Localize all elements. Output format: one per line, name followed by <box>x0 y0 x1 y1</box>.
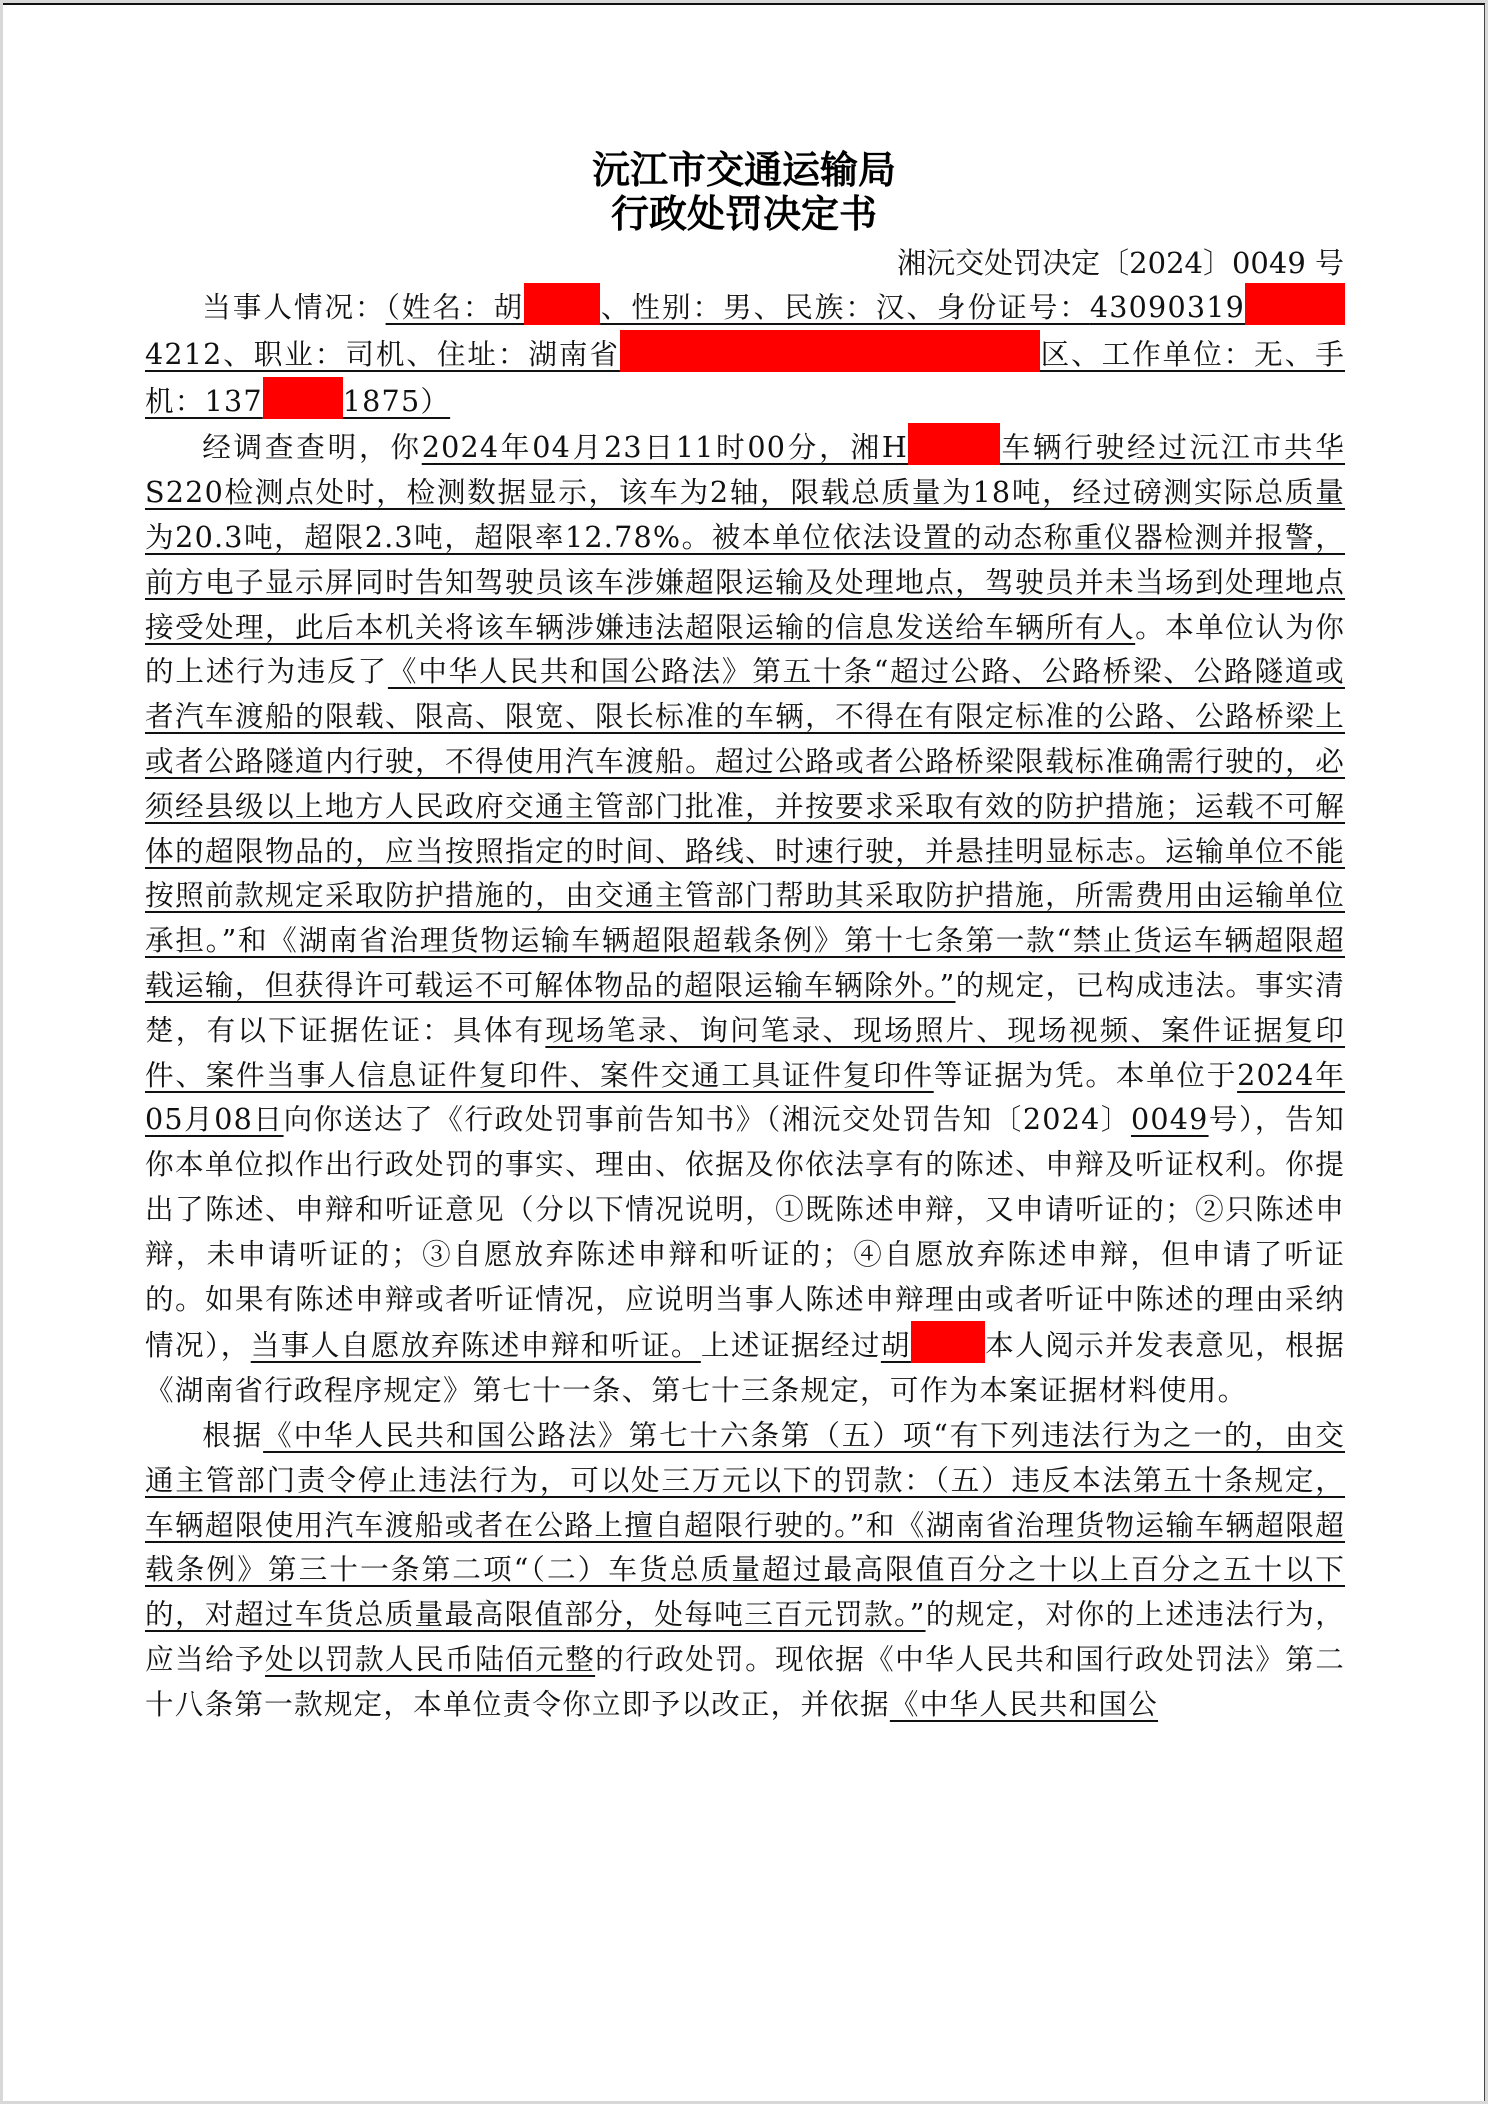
decision-paragraph: 根据《中华人民共和国公路法》第七十六条第（五）项“有下列违法行为之一的，由交通主管部门责令停止违法行为，可以处三万元以下的罚款：（五）违反本法第五十条规定，车辆超限使用汽车渡船或者在公路上擅自超限行驶的。”和《湖南省治理货物运输车辆超限超载条例》第三十一条第二项“（二）车货总质量超过最高限值百分之十以上百分之五十以下的，对超过车货总质量最高限值部分，处每吨三百元罚款。”的规定，对你的上述违法行为，应当给予处以罚款人民币陆佰元整的行政处罚。现依据《中华人民共和国行政处罚法》第二十八条第一款规定，本单位责令你立即予以改正，并依据《中华人民共和国公 <box>145 1417 1345 1721</box>
notice-date: 2024年05月08日 <box>145 1057 1345 1137</box>
redaction-block <box>620 330 1040 372</box>
redaction-block <box>911 1321 985 1363</box>
violated-provisions: 《中华人民共和国公路法》第五十条“超过公路、公路桥梁、公路隧道或者汽车渡船的限载、限高、限宽、限长标准的车辆，不得在有限定标准的公路、公路桥梁上或者公路隧道内行驶，不得使用汽车渡船。超过公路或者公路桥梁限载标准确需行驶的，必须经县级以上地方人民政府交通主管部门批准，并按要求采取有效的防护措施；运载不可解体的超限物品的，应当按照指定的时间、路线、时速行驶，并悬挂明显标志。运输单位不能按照前款规定采取防护措施的，由交通主管部门帮助其采取防护措施，所需费用由运输单位承担。”和《湖南省治理货物运输车辆超限超载条例》第十七条第一款“禁止货运车辆超限超载运输，但获得许可载运不可解体物品的超限运输车辆除外。” <box>145 654 1345 1002</box>
document-title: 行政处罚决定书 <box>610 191 877 236</box>
reviewer-name: 胡 <box>881 1328 985 1362</box>
facts-paragraph: 经调查查明，你2024年04月23日11时00分，湘H 车辆行驶经过沅江市共华S220检测点处时，检测数据显示，该车为2轴，限载总质量为18吨，经过磅测实际总质量为20.3吨，超限2.3吨，超限率12.78%。被本单位依法设置的动态称重仪器检测并报警，前方电子显示屏同时告知驾驶员该车涉嫌超限运输及处理地点，驾驶员并未当场到处理地点接受处理，此后本机关将该车辆涉嫌违法超限运输的信息发送给车辆所有人。本单位认为你的上述行为违反了《中华人民共和国公路法》第五十条“超过公路、公路桥梁、公路隧道或者汽车渡船的限载、限高、限宽、限长标准的车辆，不得在有限定标准的公路、公路桥梁上或者公路隧道内行驶，不得使用汽车渡船。超过公路或者公路桥梁限载标准确需行驶的，必须经县级以上地方人民政府交通主管部门批准，并按要求采取有效的防护措施；运载不可解体的超限物品的，应当按照指定的时间、路线、时速行驶，并悬挂明显标志。运输单位不能按照前款规定采取防护措施的，由交通主管部门帮助其采取防护措施，所需费用由运输单位承担。”和《湖南省治理货物运输车辆超限超载条例》第十七条第一款“禁止货运车辆超限超载运输，但获得许可载运不可解体物品的超限运输车辆除外。”的规定，已构成违法。事实清楚，有以下证据佐证：具体有现场笔录、询问笔录、现场照片、现场视频、案件证据复印件、案件当事人信息证件复印件、案件交通工具证件复印件等证据为凭。本单位于2024年05月08日向你送达了《行政处罚事前告知书》（湘沅交处罚告知〔2024〕0049号），告知你本单位拟作出行政处罚的事实、理由、依据及你依法享有的陈述、申辩及听证权利。你提出了陈述、申辩和听证意见（分以下情况说明，①既陈述申辩，又申请听证的；②只陈述申辩，未申请听证的；③自愿放弃陈述申辩和听证的；④自愿放弃陈述申辩，但申请了听证的。如果有陈述申辩或者听证情况，应说明当事人陈述申辩理由或者听证中陈述的理由采纳情况），当事人自愿放弃陈述申辩和听证。上述证据经过胡 本人阅示并发表意见，根据《湖南省行政程序规定》第七十一条、第七十三条规定，可作为本案证据材料使用。 <box>145 423 1345 1413</box>
party-details: （姓名：胡 、性别：男、民族：汉、身份证号：430903194212、职业：司机、住址：湖南省 区、工作单位：无、手机：137 1875） <box>145 290 1345 418</box>
notice-number: 0049 <box>1130 1102 1209 1137</box>
legal-basis: 《中华人民共和国公路法》第七十六条第（五）项“有下列违法行为之一的，由交通主管部门责令停止违法行为，可以处三万元以下的罚款：（五）违反本法第五十条规定，车辆超限使用汽车渡船或者在公路上擅自超限行驶的。”和《湖南省治理货物运输车辆超限超载条例》第三十一条第二项“（二）车货总质量超过最高限值百分之十以上百分之五十以下的，对超过车货总质量最高限值部分，处每吨三百元罚款。” <box>145 1417 1345 1632</box>
agency-title: 沅江市交通运输局 <box>591 147 896 192</box>
evidence-list: 现场笔录、询问笔录、现场照片、现场视频、案件证据复印件、案件当事人信息证件复印件、案件交通工具证件复印件 <box>145 1012 1346 1092</box>
party-info-paragraph <box>145 283 1345 423</box>
document-body <box>145 283 1345 1727</box>
document-page <box>3 3 1485 2101</box>
redaction-block <box>524 283 600 325</box>
statement-result: 当事人自愿放弃陈述申辩和听证。 <box>250 1328 701 1363</box>
redaction-block <box>908 423 1000 465</box>
violation-facts: 2024年04月23日11时00分，湘H 车辆行驶经过沅江市共华S220检测点处时，检测数据显示，该车为2轴，限载总质量为18吨，经过磅测实际总质量为20.3吨，超限2.3吨，超限率12.78%。被本单位依法设置的动态称重仪器检测并报警，前方电子显示屏同时告知驾驶员该车涉嫌超限运输及处理地点，驾驶员并未当场到处理地点接受处理，此后本机关将该车辆涉嫌违法超限运输的信息发送给车辆所有人 <box>145 430 1345 643</box>
redaction-block <box>263 377 343 419</box>
party-label: 当事人情况： <box>202 290 386 324</box>
penalty-amount: 处以罚款人民币陆佰元整 <box>265 1641 596 1676</box>
redaction-block <box>1245 283 1345 325</box>
legal-basis-continued: 《中华人民共和国公 <box>889 1686 1159 1721</box>
document-number: 湘沅交处罚决定〔2024〕0049 号 <box>897 246 1344 280</box>
